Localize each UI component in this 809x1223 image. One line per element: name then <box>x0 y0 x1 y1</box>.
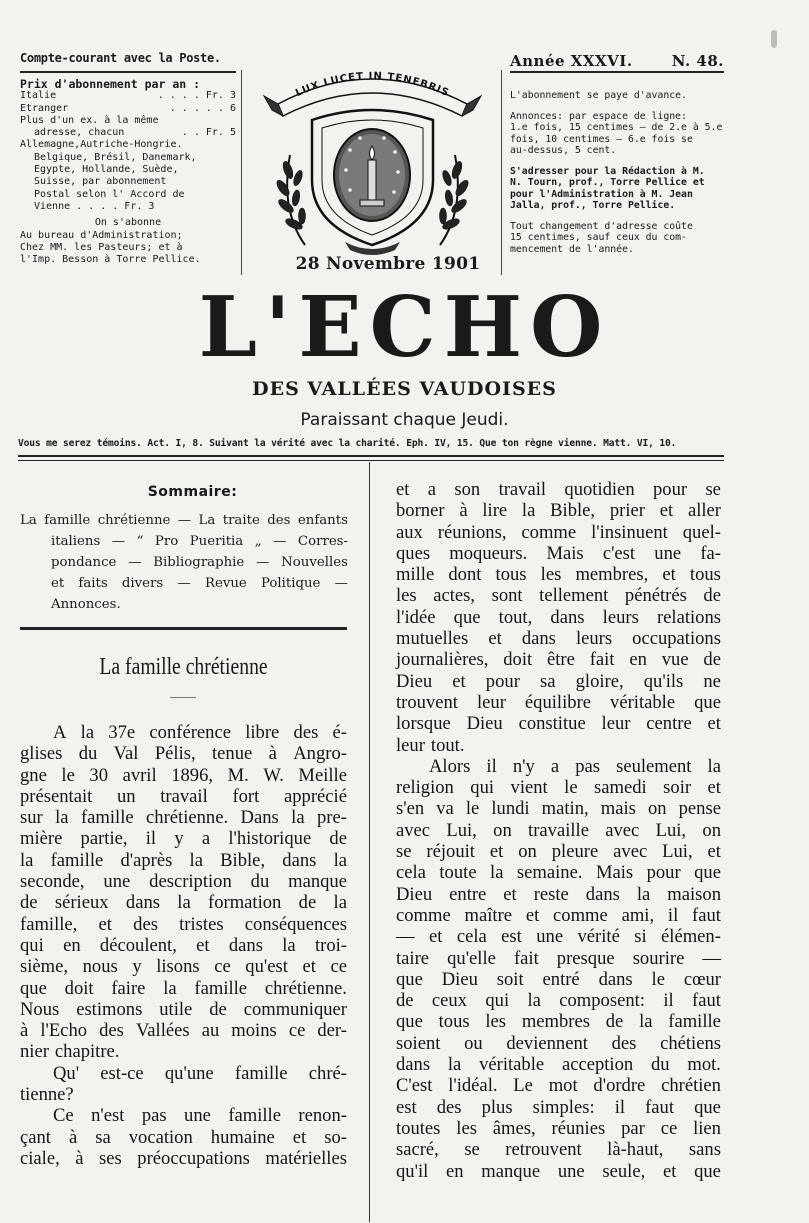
text-line: cela toute la semaine. Mais pour que <box>396 862 721 884</box>
price-line: Egypte, Hollande, Suède, <box>34 164 179 176</box>
sommaire-heading: Sommaire: <box>147 484 238 500</box>
compte-courant-note: Compte-courant avec la Poste. <box>20 51 221 65</box>
text-line: mutuelles et dans leurs occupations <box>396 628 721 650</box>
masthead-rule <box>18 455 724 457</box>
newspaper-title: L'ECHO <box>198 278 611 376</box>
text-line: — et cela est une vérité si élémen- <box>396 926 721 948</box>
sommaire-line: La famille chrétienne — La traite des enfants <box>20 513 348 528</box>
volume-number <box>510 52 724 70</box>
text-line: journalières, doit être fait en vue de <box>396 649 721 671</box>
text-line: Dieu et pour sa gloire, qu'ils ne <box>396 670 721 692</box>
text-line: religion qui vient le samedi soir et <box>396 777 721 799</box>
text-line: mière partie, il y a l'historique de <box>20 828 347 850</box>
text-line: que Dieu soit entré dans le cœur <box>396 968 721 990</box>
paper-speck <box>771 30 777 48</box>
text-line: leur tout. <box>396 734 465 756</box>
text-line: mille dont tous les membres, et tous <box>396 564 721 586</box>
article-left-column <box>20 722 347 1169</box>
scripture-motto: Vous me serez témoins. Act. I, 8. Suivant la vérité avec la charité. Eph. IV, 15. Que ton règne vienne. Matt. VI, 10. <box>18 438 677 449</box>
text-line: avec Lui, on travaille avec Lui, on <box>396 819 721 841</box>
emblem-motto: LUX LUCET IN TENEBRIS <box>294 70 451 100</box>
price-line: Italie . . . . Fr. 3 <box>20 90 236 102</box>
text-line: de ceux qui la composent: il faut <box>396 990 721 1012</box>
text-line: aux réunions, comme l'insinuent quel- <box>396 521 721 543</box>
price-line: adresse, chacun . . Fr. 5 <box>34 127 236 139</box>
text-line: toutes les âmes, réunies par ce lien <box>396 1117 721 1139</box>
price-line: Plus d'un ex. à la même <box>20 114 159 126</box>
sommaire-list <box>20 510 348 615</box>
newspaper-subtitle: DES VALLÉES VAUDOISES <box>252 378 557 400</box>
price-line: Suisse, par abonnement <box>34 176 167 188</box>
text-line: se réjouit et on pleure avec Lui, et <box>396 841 721 863</box>
header-divider-left <box>241 70 242 275</box>
article-right-column <box>396 479 721 1182</box>
sommaire-line: et faits divers — Revue Politique — <box>51 576 348 591</box>
price-list <box>20 78 236 266</box>
text-line: Alors il n'y a pas seulement la <box>429 755 721 777</box>
text-line: qu'il en manque une seule, et que <box>396 1160 721 1182</box>
text-line: Qu' est-ce qu'une famille chré- <box>53 1062 347 1084</box>
text-line: seconde, une description du manque <box>20 871 347 893</box>
text-line: borner à lire la Bible, prier et aller <box>396 500 721 522</box>
bureau-line: Chez MM. les Pasteurs; et à <box>20 241 183 253</box>
text-line: glises du Val Pélis, tenue à Angro- <box>20 743 347 765</box>
text-line: C'est l'idéal. Le mot d'ordre chrétien <box>396 1075 721 1097</box>
text-line: dans la véritable acception du mot. <box>396 1054 721 1076</box>
annonces-note: Annonces: par espace de ligne: 1.e fois, 15 centimes — de 2.e à 5.e fois, 10 centimes — 6.e fois se au-dessus, 5 cent. <box>510 110 723 156</box>
text-line: tienne? <box>20 1084 74 1106</box>
on-sabonne-heading: On s'abonne <box>94 217 162 229</box>
text-line: sième, nous y lisons ce qu'est et ce <box>20 956 347 978</box>
sommaire-line: italiens — “ Pro Pueritia „ — Corres- <box>51 534 348 549</box>
waldensian-emblem-icon <box>250 60 495 255</box>
text-line: Nous estimons utile de communiquer <box>20 998 347 1020</box>
header-right-rule <box>510 71 724 73</box>
price-line: Allemagne,Autriche-Hongrie. <box>20 139 183 151</box>
price-line: Vienne . . . . Fr. 3 <box>34 200 155 212</box>
text-line: s'en va le lundi matin, mais on pense <box>396 798 721 820</box>
text-line: trouvent leur équilibre véritable que <box>396 691 721 713</box>
text-line: taire qu'elle fait presque sourire — <box>396 947 721 969</box>
text-line: famille, et des tristes conséquences <box>20 913 347 935</box>
price-list-title: Prix d'abonnement par an : <box>20 77 201 91</box>
text-line: les actes, sont tellement pénétrés de <box>396 585 721 607</box>
price-line: Etranger . . . . . 6 <box>20 102 236 114</box>
text-line: lorsque Dieu constitue leur centre et <box>396 713 721 735</box>
text-line: à l'Echo des Vallées au moins ce der- <box>20 1020 347 1042</box>
section-separator <box>20 627 347 630</box>
sommaire-line: pondance — Bibliographie — Nouvelles <box>51 555 348 570</box>
header-divider-right <box>501 70 502 275</box>
text-line: présentait un travail fort apprécié <box>20 785 347 807</box>
text-line: que doit faire la famille chrétienne. <box>20 977 347 999</box>
sommaire-line: Annonces. <box>51 597 121 612</box>
issue-number: N. 48. <box>671 52 724 70</box>
text-line: est des plus simples: il faut que <box>396 1096 721 1118</box>
article-title: La famille chrétienne <box>99 654 268 680</box>
text-line: ciale, à ses préoccupations matérielles <box>20 1147 347 1169</box>
column-divider <box>369 462 370 1222</box>
masthead-rule-thin <box>18 460 724 461</box>
text-line: A la 37e conférence libre des é- <box>53 722 347 743</box>
title-ornament <box>170 697 196 698</box>
text-line: que tous les membres de la famille <box>396 1011 721 1033</box>
text-line: sacré, se retrouvent là-haut, sans <box>396 1139 721 1161</box>
text-line: Dieu entre et reste dans la maison <box>396 883 721 905</box>
text-line: et a son travail quotidien pour se <box>396 479 721 500</box>
text-line: de sérieux dans la formation de la <box>20 892 347 914</box>
annee-label: Année XXXVI. <box>510 52 633 70</box>
text-line: çant à sa vocation humaine et so- <box>20 1126 347 1148</box>
text-line: comme maître et comme ami, il faut <box>396 904 721 926</box>
bureau-line: l'Imp. Besson à Torre Pellice. <box>20 254 201 266</box>
price-line: Postal selon l' Accord de <box>34 188 185 200</box>
text-line: ques moqueurs. Mais c'est une fa- <box>396 542 721 564</box>
issue-date: 28 Novembre 1901 <box>295 254 481 274</box>
text-line: l'idée que tout, dans leurs relations <box>396 606 721 628</box>
administration-notes <box>510 90 724 264</box>
text-line: qui en découlent, et dans la troi- <box>20 934 347 956</box>
text-line: soient ou deviennent des chétiens <box>396 1032 721 1054</box>
text-line: nier chapitre. <box>20 1041 120 1063</box>
abonnement-note: L'abonnement se paye d'avance. <box>510 90 687 101</box>
price-line: Belgique, Brésil, Danemark, <box>34 151 197 163</box>
header-left-rule <box>20 71 236 73</box>
adresser-note: S'adresser pour la Rédaction à M. N. Tourn, prof., Torre Pellice et pour l'Administration à M. Jean Jalla, prof., Torre Pellice. <box>510 165 705 211</box>
text-line: sur la famille chrétienne. Dans la pre- <box>20 807 347 829</box>
text-line: la famille d'après la Bible, dans la <box>20 849 347 871</box>
changement-note: Tout changement d'adresse coûte 15 centimes, sauf ceux du com- mencement de l'année. <box>510 220 693 255</box>
publication-frequency: Paraissant chaque Jeudi. <box>300 410 509 430</box>
text-line: Ce n'est pas une famille renon- <box>53 1105 347 1127</box>
text-line: gne le 30 avril 1896, M. W. Meille <box>20 764 347 786</box>
bureau-line: Au bureau d'Administration; <box>20 229 183 241</box>
